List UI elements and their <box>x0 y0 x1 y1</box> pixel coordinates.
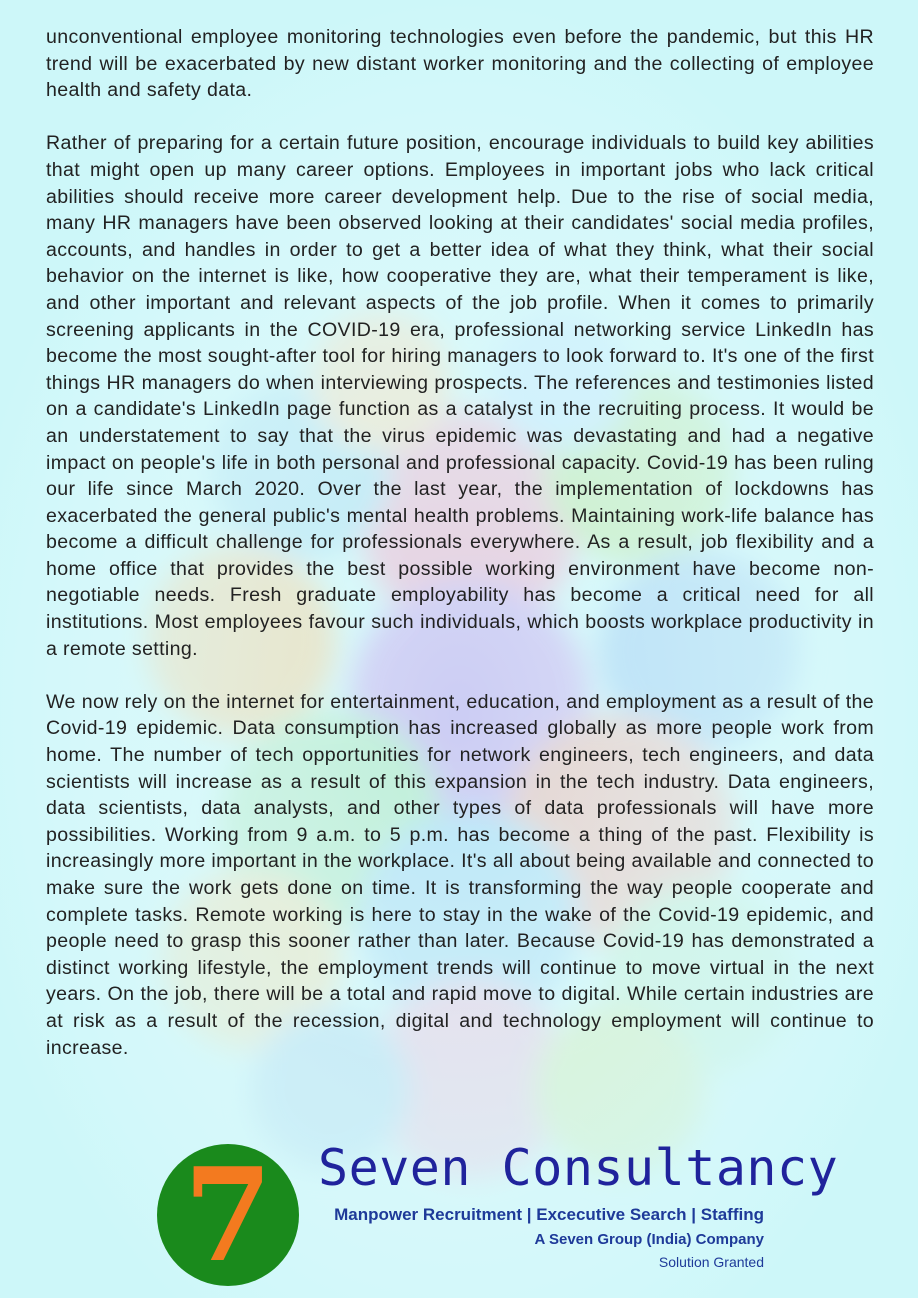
tagline: Manpower Recruitment | Excecutive Search | Staffing <box>334 1205 764 1224</box>
company-line: A Seven Group (India) Company <box>534 1231 764 1248</box>
seven-logo-icon <box>157 1141 299 1291</box>
paragraph: We now rely on the internet for entertainment, education, and employment as a result of the Covid-19 epidemic. Data consumption has increased globally as more people work from home. The number of tech opportunities for network engineers, tech engineers, and data scientists will increase as a result of this expansion in the tech industry. Data engineers, data scientists, data analysts, and other types of data professionals will have more possibilities. Working from 9 a.m. to 5 p.m. has become a thing of the past. Flexibility is increasingly more important in the workplace. It's all about being available and connected to make sure the work gets done on time. It is transforming the way people cooperate and complete tasks. Remote working is here to stay in the wake of the Covid-19 epidemic, and people need to grasp this sooner rather than later. Because Covid-19 has demonstrated a distinct working lifestyle, the employment trends will continue to move virtual in the next years. On the job, there will be a total and rapid move to digital. While certain industries are at risk as a result of the recession, digital and technology employment will continue to increase. <box>46 690 874 1059</box>
logo-numeral: 7 <box>183 1141 273 1291</box>
paragraph: unconventional employee monitoring technologies even before the pandemic, but this HR trend will be exacerbated by new distant worker monitoring and the collecting of employee health and safety data. <box>46 26 874 102</box>
slogan: Solution Granted <box>658 1254 764 1270</box>
paragraph: Rather of preparing for a certain future position, encourage individuals to build key abilities that might open up many career options. Employees in important jobs who lack critical abilities should receive more career development help. Due to the rise of social media, many HR managers have been observed looking at their candidates' social media profiles, accounts, and handles in order to get a better idea of what they think, what their social behavior on the internet is like, how cooperative they are, what their temperament is like, and other important and relevant aspects of the job profile. When it comes to primarily screening applicants in the COVID-19 era, professional networking service LinkedIn has become the most sought-after tool for hiring managers to look forward to. It's one of the first things HR managers do when interviewing prospects. The references and testimonies listed on a candidate's LinkedIn page function as a catalyst in the recruiting process. It would be an understatement to say that the virus epidemic was devastating and had a negative impact on people's life in both personal and professional capacity. Covid-19 has been ruling our life since March 2020. Over the last year, the implementation of lockdowns has exacerbated the general public's mental health problems. Maintaining work-life balance has become a difficult challenge for professionals everywhere. As a result, job flexibility and a home office that provides the best possible working environment have become non-negotiable needs. Fresh graduate employability has become a critical need for all institutions. Most employees favour such individuals, which boosts workplace productivity in a remote setting. <box>46 132 874 660</box>
document-body <box>46 24 874 1088</box>
footer <box>0 1140 918 1298</box>
brand-name: Seven Consultancy <box>318 1139 839 1197</box>
